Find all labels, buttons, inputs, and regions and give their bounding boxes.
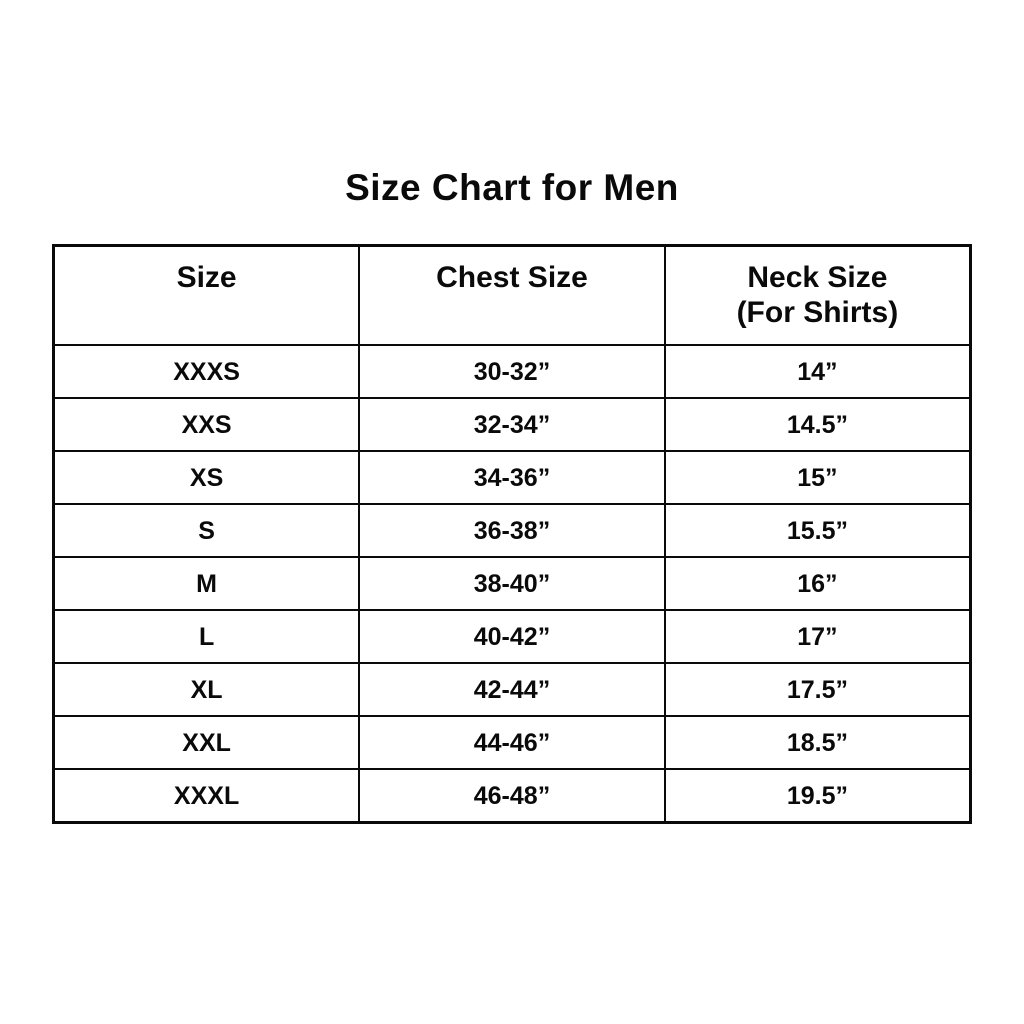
chest-size-cell: 38-40” (359, 557, 665, 610)
chest-size-cell: 40-42” (359, 610, 665, 663)
size-cell: XXL (54, 716, 360, 769)
table-row (54, 610, 971, 663)
table-row (54, 769, 971, 823)
chest-size-cell: 46-48” (359, 769, 665, 823)
neck-size-cell: 19.5” (665, 769, 971, 823)
size-cell: XXXL (54, 769, 360, 823)
neck-size-cell: 18.5” (665, 716, 971, 769)
table-row (54, 716, 971, 769)
table-body (54, 345, 971, 823)
table-row (54, 663, 971, 716)
chest-size-cell: 42-44” (359, 663, 665, 716)
table-header (54, 246, 971, 346)
chest-size-cell: 30-32” (359, 345, 665, 398)
neck-size-cell: 15” (665, 451, 971, 504)
neck-size-cell: 17.5” (665, 663, 971, 716)
chest-size-cell: 32-34” (359, 398, 665, 451)
neck-size-cell: 17” (665, 610, 971, 663)
table-row (54, 504, 971, 557)
column-header-neck (665, 246, 971, 346)
table-row (54, 451, 971, 504)
size-cell: L (54, 610, 360, 663)
size-chart-table (52, 244, 972, 824)
chest-size-cell: 34-36” (359, 451, 665, 504)
column-header-neck-line1: Neck Size (747, 261, 888, 294)
column-header-chest (359, 246, 665, 346)
table-row (54, 557, 971, 610)
size-cell: XXS (54, 398, 360, 451)
size-cell: XL (54, 663, 360, 716)
neck-size-cell: 14.5” (665, 398, 971, 451)
neck-size-cell: 15.5” (665, 504, 971, 557)
size-cell: XXXS (54, 345, 360, 398)
size-cell: XS (54, 451, 360, 504)
neck-size-cell: 16” (665, 557, 971, 610)
header-row (54, 246, 971, 346)
column-header-chest-label: Chest Size (436, 261, 588, 294)
page-title: Size Chart for Men (345, 167, 679, 208)
table-row (54, 345, 971, 398)
chest-size-cell: 44-46” (359, 716, 665, 769)
chest-size-cell: 36-38” (359, 504, 665, 557)
column-header-size (54, 246, 360, 346)
size-cell: M (54, 557, 360, 610)
size-cell: S (54, 504, 360, 557)
column-header-neck-line2: (For Shirts) (736, 296, 899, 329)
column-header-size-label: Size (176, 261, 237, 294)
neck-size-cell: 14” (665, 345, 971, 398)
table-row (54, 398, 971, 451)
